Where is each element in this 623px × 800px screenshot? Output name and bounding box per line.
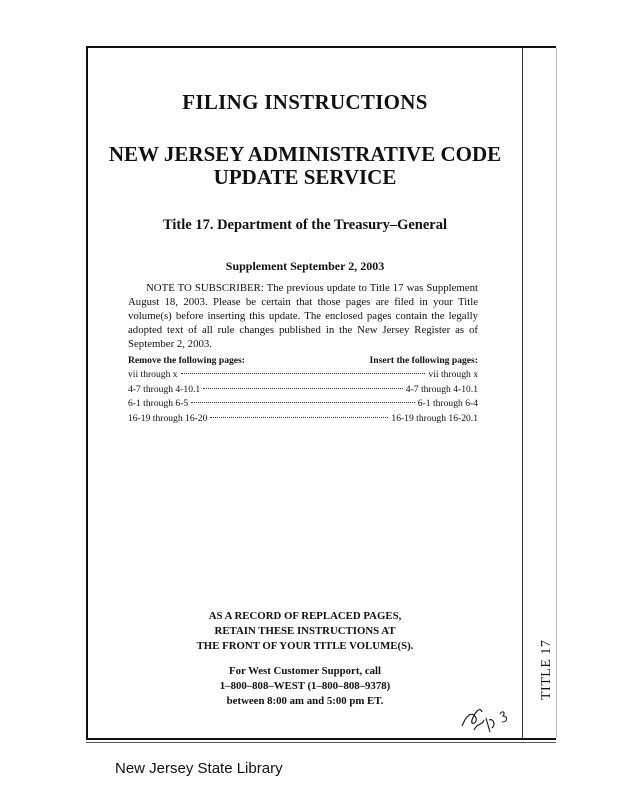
table-row	[128, 383, 478, 398]
support-phone: 1–800–808–WEST (1–800–808–9378)	[219, 680, 391, 692]
insert-pages: vii through x	[428, 369, 478, 380]
supplement-date: Supplement September 2, 2003	[225, 259, 385, 273]
insert-pages: 6-1 through 6-4	[417, 398, 478, 409]
insert-pages: 4-7 through 4-10.1	[405, 383, 478, 395]
record-notice-line: THE FRONT OF YOUR TITLE VOLUME(S).	[196, 640, 414, 652]
pages-table-header	[128, 354, 478, 368]
frame-bottom-border-secondary	[86, 742, 556, 743]
remove-pages: 6-1 through 6-5	[128, 398, 189, 409]
department-heading: Title 17. Department of the Treasury–General	[162, 217, 448, 233]
support-line: For West Customer Support, call	[228, 665, 382, 677]
dot-leader	[181, 373, 426, 374]
title-tab-label: TITLE 17	[539, 639, 554, 700]
tab-divider	[522, 48, 523, 738]
table-row	[128, 412, 478, 427]
pages-table	[128, 354, 478, 426]
table-row	[128, 368, 478, 383]
support-info	[88, 664, 522, 709]
dot-leader	[191, 402, 415, 403]
insert-pages: 16-19 through 16-20.1	[391, 412, 478, 424]
remove-pages: 16-19 through 16-20	[128, 412, 208, 424]
frame-top-border	[86, 46, 556, 48]
record-notice-line: RETAIN THESE INSTRUCTIONS AT	[214, 625, 396, 637]
remove-header: Remove the following pages:	[128, 355, 245, 366]
code-subtitle: UPDATE SERVICE	[213, 165, 397, 189]
remove-pages: vii through x	[128, 369, 178, 380]
dot-leader	[203, 388, 403, 389]
remove-pages: 4-7 through 4-10.1	[128, 383, 201, 395]
table-row	[128, 397, 478, 412]
tab-edge	[556, 48, 557, 738]
page-title: FILING INSTRUCTIONS	[182, 90, 428, 114]
insert-header: Insert the following pages:	[369, 355, 478, 366]
code-heading	[88, 143, 522, 189]
subscriber-note: NOTE TO SUBSCRIBER: The previous update to Title 17 was Supplement August 18, 2003. Please be certain that those pages are filed in your Title volume(s) before inserting this update. The enclosed pages contain the legally adopted text of all rule changes published in the New Jersey Register as of September 2, 2003.	[128, 282, 478, 350]
record-notice	[88, 609, 522, 654]
frame-bottom-border	[86, 738, 556, 740]
library-footer: New Jersey State Library	[115, 760, 283, 777]
code-title: NEW JERSEY ADMINISTRATIVE CODE	[108, 142, 502, 166]
support-hours: between 8:00 am and 5:00 pm ET.	[226, 695, 384, 707]
dot-leader	[210, 417, 388, 418]
record-notice-line: AS A RECORD OF REPLACED PAGES,	[208, 610, 402, 622]
handwritten-initials	[458, 696, 522, 736]
